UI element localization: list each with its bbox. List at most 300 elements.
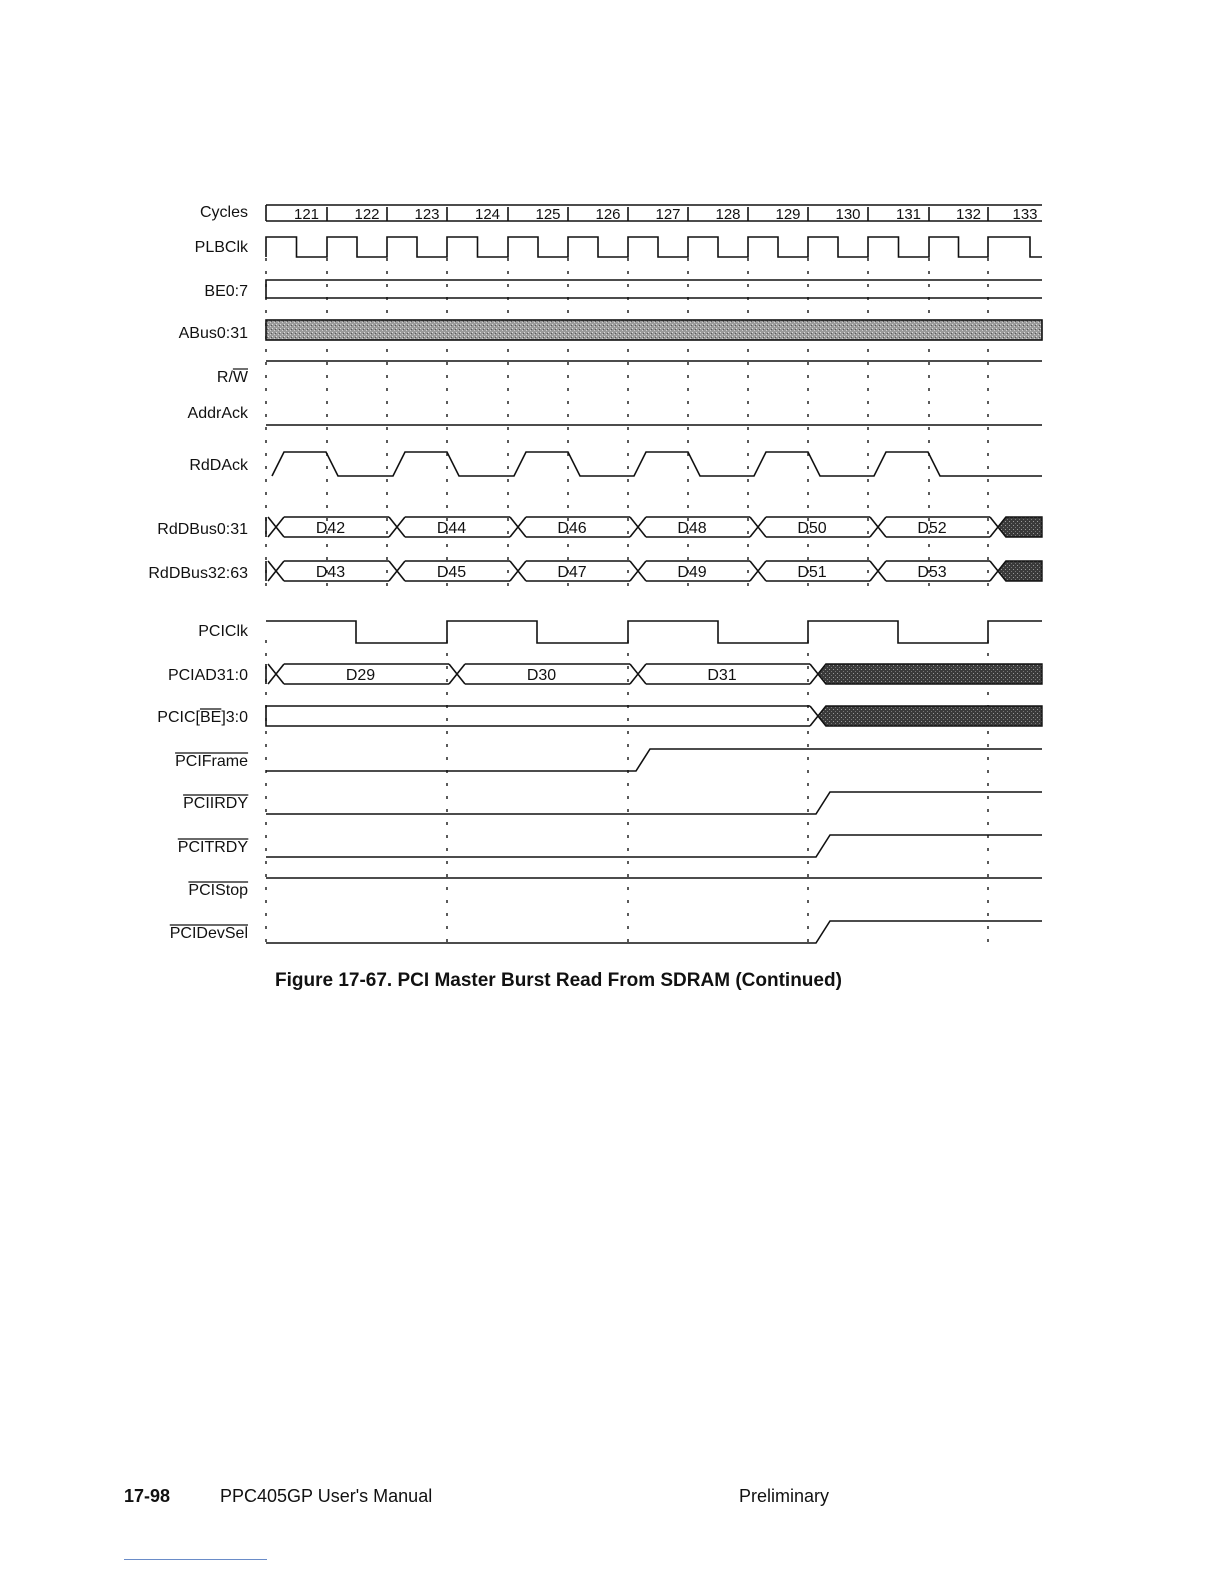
pci-grid-dot	[807, 731, 809, 734]
grid-dot	[567, 349, 569, 352]
pciclk-wave	[266, 621, 1042, 643]
grid-dot	[265, 583, 267, 586]
pci-grid-dot	[265, 939, 267, 942]
grid-dot	[386, 518, 388, 521]
grid-dot	[987, 570, 989, 573]
grid-dot	[627, 310, 629, 313]
grid-dot	[326, 284, 328, 287]
grid-dot	[987, 479, 989, 482]
pci-grid-dot	[446, 653, 448, 656]
grid-dot	[747, 518, 749, 521]
grid-dot	[326, 349, 328, 352]
rddbus32-value: D51	[797, 564, 827, 581]
pci-grid-dot	[807, 783, 809, 786]
grid-dot	[265, 466, 267, 469]
pcitrdy-wave	[266, 835, 1042, 857]
pci-grid-dot	[446, 692, 448, 695]
grid-dot	[747, 453, 749, 456]
pci-grid-dot	[627, 874, 629, 877]
pci-grid-dot	[807, 861, 809, 864]
grid-dot	[687, 375, 689, 378]
grid-dot	[867, 388, 869, 391]
grid-dot	[747, 479, 749, 482]
grid-dot	[867, 271, 869, 274]
pci-grid-dot	[807, 796, 809, 799]
signal-label-pciirdy: PCIIRDY	[183, 795, 248, 812]
pcicbe-bus	[266, 706, 810, 726]
grid-dot	[747, 505, 749, 508]
grid-dot	[507, 362, 509, 365]
cycle-number: 128	[715, 206, 741, 223]
grid-dot	[507, 375, 509, 378]
grid-dot	[386, 349, 388, 352]
grid-dot	[265, 258, 267, 261]
grid-dot	[807, 414, 809, 417]
document-status: Preliminary	[739, 1486, 830, 1506]
grid-dot	[987, 284, 989, 287]
grid-dot	[928, 388, 930, 391]
pci-grid-dot	[446, 926, 448, 929]
grid-dot	[807, 401, 809, 404]
pci-grid-dot	[446, 783, 448, 786]
grid-dot	[807, 583, 809, 586]
grid-dot	[867, 453, 869, 456]
grid-dot	[867, 479, 869, 482]
grid-dot	[446, 505, 448, 508]
grid-dot	[928, 349, 930, 352]
grid-dot	[687, 479, 689, 482]
grid-dot	[507, 388, 509, 391]
grid-dot	[987, 531, 989, 534]
pci-grid-dot	[627, 679, 629, 682]
grid-dot	[265, 271, 267, 274]
grid-dot	[747, 258, 749, 261]
grid-dot	[627, 414, 629, 417]
pci-grid-dot	[627, 822, 629, 825]
grid-dot	[326, 440, 328, 443]
grid-dot	[627, 440, 629, 443]
grid-dot	[987, 362, 989, 365]
pci-grid-dot	[987, 692, 989, 695]
pci-grid-dot	[446, 913, 448, 916]
grid-dot	[446, 258, 448, 261]
pci-grid-dot	[807, 913, 809, 916]
grid-dot	[265, 401, 267, 404]
pci-grid-dot	[265, 744, 267, 747]
grid-dot	[627, 531, 629, 534]
grid-dot	[807, 271, 809, 274]
grid-dot	[567, 401, 569, 404]
grid-dot	[567, 557, 569, 560]
pci-grid-dot	[627, 913, 629, 916]
grid-dot	[928, 310, 930, 313]
grid-dot	[807, 544, 809, 547]
grid-dot	[326, 479, 328, 482]
grid-dot	[987, 505, 989, 508]
pci-grid-dot	[446, 731, 448, 734]
grid-dot	[687, 414, 689, 417]
pci-grid-dot	[627, 900, 629, 903]
grid-dot	[265, 310, 267, 313]
grid-dot	[507, 310, 509, 313]
grid-dot	[747, 531, 749, 534]
grid-dot	[326, 258, 328, 261]
grid-dot	[507, 466, 509, 469]
grid-dot	[265, 375, 267, 378]
grid-dot	[567, 271, 569, 274]
pci-grid-dot	[265, 653, 267, 656]
grid-dot	[807, 349, 809, 352]
pci-grid-dot	[265, 887, 267, 890]
pci-grid-dot	[265, 757, 267, 760]
pci-grid-dot	[987, 926, 989, 929]
footnote-rule	[124, 1559, 267, 1560]
pci-grid-dot	[987, 848, 989, 851]
grid-dot	[687, 362, 689, 365]
pci-grid-dot	[265, 692, 267, 695]
grid-dot	[627, 492, 629, 495]
grid-dot	[747, 284, 749, 287]
signal-label-abus: ABus0:31	[178, 325, 248, 342]
grid-dot	[687, 271, 689, 274]
grid-dot	[507, 570, 509, 573]
grid-dot	[627, 427, 629, 430]
grid-dot	[386, 375, 388, 378]
grid-dot	[567, 375, 569, 378]
cycle-number: 132	[955, 206, 982, 223]
grid-dot	[326, 466, 328, 469]
pci-grid-dot	[627, 809, 629, 812]
pci-grid-dot	[265, 926, 267, 929]
grid-dot	[386, 492, 388, 495]
cycle-number: 130	[835, 206, 861, 223]
grid-dot	[627, 284, 629, 287]
grid-dot	[326, 544, 328, 547]
grid-dot	[265, 440, 267, 443]
grid-dot	[265, 544, 267, 547]
grid-dot	[386, 505, 388, 508]
grid-dot	[928, 401, 930, 404]
grid-dot	[446, 349, 448, 352]
cycle-number: 129	[775, 206, 801, 223]
grid-dot	[386, 440, 388, 443]
grid-dot	[265, 492, 267, 495]
grid-dot	[507, 440, 509, 443]
grid-dot	[747, 362, 749, 365]
grid-dot	[987, 453, 989, 456]
page-footer	[0, 1486, 1224, 1510]
grid-dot	[747, 557, 749, 560]
page-number: 17-98	[124, 1486, 171, 1506]
rddbus0-value: D44	[436, 520, 467, 537]
grid-dot	[326, 414, 328, 417]
grid-dot	[326, 505, 328, 508]
grid-dot	[627, 388, 629, 391]
pci-grid-dot	[627, 887, 629, 890]
pci-grid-dot	[627, 757, 629, 760]
pciad-dont-care	[818, 664, 1042, 684]
grid-dot	[507, 505, 509, 508]
pci-grid-dot	[987, 783, 989, 786]
pci-grid-dot	[627, 744, 629, 747]
grid-dot	[507, 479, 509, 482]
grid-dot	[386, 310, 388, 313]
grid-dot	[326, 362, 328, 365]
grid-dot	[747, 271, 749, 274]
grid-dot	[867, 284, 869, 287]
grid-dot	[747, 375, 749, 378]
grid-dot	[386, 388, 388, 391]
grid-dot	[928, 284, 930, 287]
grid-dot	[747, 492, 749, 495]
grid-dot	[987, 388, 989, 391]
grid-dot	[747, 310, 749, 313]
grid-dot	[386, 271, 388, 274]
grid-dot	[627, 349, 629, 352]
signal-label-pcitrdy: PCITRDY	[177, 839, 248, 856]
abus-dont-care	[266, 320, 1042, 340]
grid-dot	[807, 466, 809, 469]
grid-dot	[867, 401, 869, 404]
grid-dot	[867, 544, 869, 547]
grid-dot	[326, 401, 328, 404]
grid-dot	[386, 362, 388, 365]
grid-dot	[928, 466, 930, 469]
pcicbe-dont-care	[818, 706, 1042, 726]
grid-dot	[687, 544, 689, 547]
grid-dot	[326, 310, 328, 313]
grid-dot	[265, 453, 267, 456]
grid-dot	[567, 544, 569, 547]
pci-grid-dot	[627, 666, 629, 669]
grid-dot	[627, 258, 629, 261]
pci-grid-dot	[807, 757, 809, 760]
rddbus32-value: D49	[677, 564, 707, 581]
grid-dot	[446, 284, 448, 287]
grid-dot	[507, 531, 509, 534]
grid-dot	[265, 362, 267, 365]
pci-grid-dot	[627, 835, 629, 838]
grid-dot	[987, 427, 989, 430]
cycle-number: 127	[655, 206, 681, 223]
rddbus32-value: D53	[917, 564, 947, 581]
pci-grid-dot	[807, 835, 809, 838]
grid-dot	[627, 362, 629, 365]
grid-dot	[987, 466, 989, 469]
grid-dot	[687, 388, 689, 391]
grid-dot	[567, 583, 569, 586]
grid-dot	[507, 557, 509, 560]
signal-label-cycles: Cycles	[199, 204, 248, 221]
signal-label-pcidevsel: PCIDevSel	[169, 925, 248, 942]
grid-dot	[867, 349, 869, 352]
cycle-number: 122	[354, 206, 380, 223]
grid-dot	[386, 453, 388, 456]
grid-dot	[867, 258, 869, 261]
grid-dot	[928, 271, 930, 274]
pci-grid-dot	[627, 939, 629, 942]
grid-dot	[507, 414, 509, 417]
grid-dot	[446, 427, 448, 430]
grid-dot	[446, 557, 448, 560]
grid-dot	[326, 375, 328, 378]
pci-grid-dot	[265, 900, 267, 903]
pci-grid-dot	[446, 809, 448, 812]
pci-grid-dot	[446, 666, 448, 669]
grid-dot	[265, 505, 267, 508]
grid-dot	[446, 466, 448, 469]
pci-grid-dot	[807, 822, 809, 825]
cycle-number: 121	[293, 206, 320, 223]
grid-dot	[928, 557, 930, 560]
grid-dot	[567, 505, 569, 508]
grid-dot	[507, 583, 509, 586]
rddbus32-value: D47	[557, 564, 587, 581]
pci-grid-dot	[446, 939, 448, 942]
grid-dot	[807, 258, 809, 261]
grid-dot	[386, 544, 388, 547]
grid-dot	[507, 401, 509, 404]
grid-dot	[928, 440, 930, 443]
pci-grid-dot	[987, 744, 989, 747]
grid-dot	[386, 414, 388, 417]
cycle-number: 124	[474, 206, 501, 223]
pci-grid-dot	[446, 874, 448, 877]
grid-dot	[567, 362, 569, 365]
grid-dot	[265, 388, 267, 391]
pci-grid-dot	[627, 848, 629, 851]
grid-dot	[627, 271, 629, 274]
grid-dot	[567, 258, 569, 261]
pci-grid-dot	[627, 783, 629, 786]
grid-dot	[446, 492, 448, 495]
figure-caption: Figure 17-67. PCI Master Burst Read From SDRAM (Continued)	[275, 970, 842, 991]
grid-dot	[446, 362, 448, 365]
grid-dot	[446, 401, 448, 404]
grid-dot	[446, 544, 448, 547]
grid-dot	[987, 414, 989, 417]
grid-dot	[807, 440, 809, 443]
grid-dot	[867, 557, 869, 560]
rddbus32-value: D43	[315, 564, 346, 581]
grid-dot	[987, 349, 989, 352]
grid-dot	[567, 466, 569, 469]
pci-grid-dot	[987, 809, 989, 812]
grid-dot	[867, 375, 869, 378]
grid-dot	[928, 479, 930, 482]
pci-grid-dot	[446, 718, 448, 721]
grid-dot	[928, 427, 930, 430]
grid-dot	[928, 492, 930, 495]
grid-dot	[627, 518, 629, 521]
rddbus0-value: D46	[557, 520, 587, 537]
grid-dot	[386, 583, 388, 586]
grid-dot	[747, 544, 749, 547]
pci-grid-dot	[265, 861, 267, 864]
grid-dot	[507, 258, 509, 261]
grid-dot	[627, 401, 629, 404]
pci-grid-dot	[627, 926, 629, 929]
rddbus32-dont-care	[998, 561, 1042, 581]
cycle-number: 133	[1012, 206, 1038, 223]
grid-dot	[807, 479, 809, 482]
grid-dot	[687, 583, 689, 586]
pci-grid-dot	[627, 731, 629, 734]
pci-grid-dot	[627, 692, 629, 695]
grid-dot	[386, 479, 388, 482]
grid-dot	[326, 271, 328, 274]
pci-grid-dot	[265, 783, 267, 786]
grid-dot	[265, 349, 267, 352]
pci-grid-dot	[987, 653, 989, 656]
grid-dot	[867, 570, 869, 573]
rddbus0-value: D48	[677, 520, 707, 537]
signal-label-pciad: PCIAD31:0	[167, 667, 248, 684]
grid-dot	[987, 492, 989, 495]
grid-dot	[747, 440, 749, 443]
rddbus0-value: D50	[797, 520, 827, 537]
grid-dot	[687, 557, 689, 560]
grid-dot	[687, 258, 689, 261]
cycle-number: 126	[595, 206, 621, 223]
grid-dot	[326, 557, 328, 560]
rddbus0-value: D52	[917, 520, 947, 537]
grid-dot	[687, 349, 689, 352]
pci-grid-dot	[627, 653, 629, 656]
grid-dot	[446, 440, 448, 443]
grid-dot	[928, 375, 930, 378]
grid-dot	[987, 583, 989, 586]
grid-dot	[507, 427, 509, 430]
grid-dot	[928, 258, 930, 261]
grid-dot	[747, 414, 749, 417]
grid-dot	[687, 466, 689, 469]
grid-dot	[627, 453, 629, 456]
pciirdy-wave	[266, 792, 1042, 814]
grid-dot	[567, 427, 569, 430]
pci-grid-dot	[446, 861, 448, 864]
grid-dot	[987, 310, 989, 313]
grid-dot	[687, 492, 689, 495]
grid-dot	[567, 479, 569, 482]
pci-grid-dot	[987, 861, 989, 864]
grid-dot	[386, 258, 388, 261]
grid-dot	[446, 583, 448, 586]
grid-dot	[687, 427, 689, 430]
pci-grid-dot	[987, 731, 989, 734]
pciad-value: D29	[345, 667, 376, 684]
pci-grid-dot	[265, 640, 267, 643]
grid-dot	[747, 583, 749, 586]
grid-dot	[928, 505, 930, 508]
pci-grid-dot	[807, 770, 809, 773]
signal-label-be: BE0:7	[204, 283, 248, 300]
grid-dot	[507, 271, 509, 274]
grid-dot	[627, 375, 629, 378]
grid-dot	[326, 583, 328, 586]
grid-dot	[747, 427, 749, 430]
grid-dot	[807, 362, 809, 365]
grid-dot	[386, 401, 388, 404]
cycle-number: 131	[895, 206, 922, 223]
grid-dot	[567, 440, 569, 443]
grid-dot	[987, 271, 989, 274]
pci-grid-dot	[627, 718, 629, 721]
grid-dot	[867, 362, 869, 365]
pci-grid-dot	[446, 796, 448, 799]
pci-grid-dot	[807, 900, 809, 903]
grid-dot	[446, 479, 448, 482]
